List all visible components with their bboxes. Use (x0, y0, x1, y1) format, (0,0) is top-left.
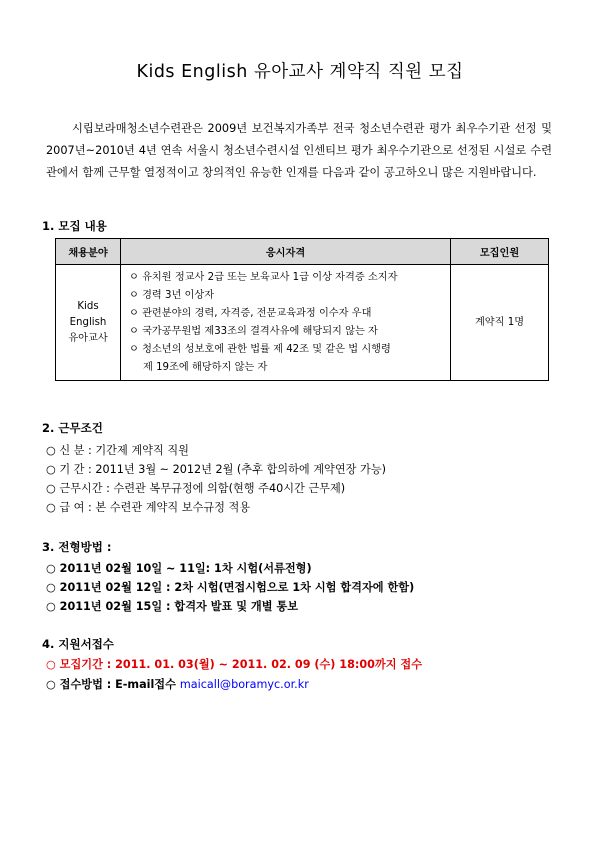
condition-item: ○ 급 여 : 본 수련관 계약직 보수규정 적용 (46, 501, 251, 514)
email-link[interactable]: maicall@boramyc.or.kr (179, 678, 309, 691)
field-cell (56, 265, 121, 381)
application-method (46, 676, 309, 692)
recruitment-table (55, 238, 549, 381)
intro-paragraph (46, 118, 552, 184)
page-title: Kids English 유아교사 계약직 직원 모집 (136, 62, 464, 82)
field-line: 유아교사 (68, 332, 108, 344)
condition-item: ○ 신 분 : 기간제 계약직 직원 (46, 444, 189, 457)
qualification-item: ㅇ 관련분야의 경력, 자격증, 전문교육과정 이수자 우대 (129, 307, 372, 319)
table-header-count: 모집인원 (451, 239, 549, 265)
intro-text: 시립보라매청소년수련관은 2009년 보건복지가족부 전국 청소년수련관 평가 최우수기관 선정 및 2007년~2010년 4년 연속 서울시 청소년수련시설 인센티브 평가 최우수기관으로 선정된 시설로 수련관에서 함께 근무할 열정적이고 창의적인 유능한 인재를 다음과 같이 공고하오니 많은 지원바랍니다. (46, 122, 552, 179)
section-heading-application: 4. 지원서접수 (42, 637, 114, 651)
table-row (56, 265, 549, 381)
table-header-row (56, 239, 549, 265)
qualification-item: ㅇ 국가공무원법 제33조의 결격사유에 해당되지 않는 자 (129, 325, 378, 337)
section-heading-recruitment: 1. 모집 내용 (42, 219, 107, 233)
selection-item: ○ 2011년 02월 15일 : 합격자 발표 및 개별 통보 (46, 600, 299, 613)
qualification-item: ㅇ 유치원 정교사 2급 또는 보육교사 1급 이상 자격증 소지자 (129, 272, 398, 283)
application-method-label: ○ 접수방법 : E-mail접수 (46, 678, 176, 691)
selection-item: ○ 2011년 02월 12일 : 2차 시험(면접시험으로 1차 시험 합격자에 한함) (46, 581, 415, 594)
condition-item: ○ 근무시간 : 수련관 복무규정에 의함(현행 주40시간 근무제) (46, 482, 346, 495)
condition-item: ○ 기 간 : 2011년 3월 ~ 2012년 2월 (추후 합의하에 계약연장 가능) (46, 463, 387, 476)
qualification-cell (121, 265, 451, 381)
qualification-item: ㅇ 청소년의 성보호에 관한 법률 제 42조 및 같은 법 시행령 (129, 343, 391, 355)
application-period: ○ 모집기간 : 2011. 01. 03(월) ~ 2011. 02. 09 (수) 18:00까지 접수 (46, 658, 423, 671)
section-heading-selection: 3. 전형방법 : (42, 540, 112, 554)
qualification-item: ㅇ 경력 3년 이상자 (129, 289, 215, 301)
field-line: Kids (77, 300, 99, 312)
table-header-qualification: 응시자격 (121, 239, 451, 265)
qualification-item: 제 19조에 해당하지 않는 자 (143, 361, 268, 373)
table-header-field: 채용분야 (56, 239, 121, 265)
field-line: English (69, 316, 107, 328)
count-cell: 계약직 1명 (451, 265, 549, 381)
selection-item: ○ 2011년 02월 10일 ~ 11일: 1차 시험(서류전형) (46, 562, 312, 575)
section-heading-conditions: 2. 근무조건 (42, 421, 103, 435)
